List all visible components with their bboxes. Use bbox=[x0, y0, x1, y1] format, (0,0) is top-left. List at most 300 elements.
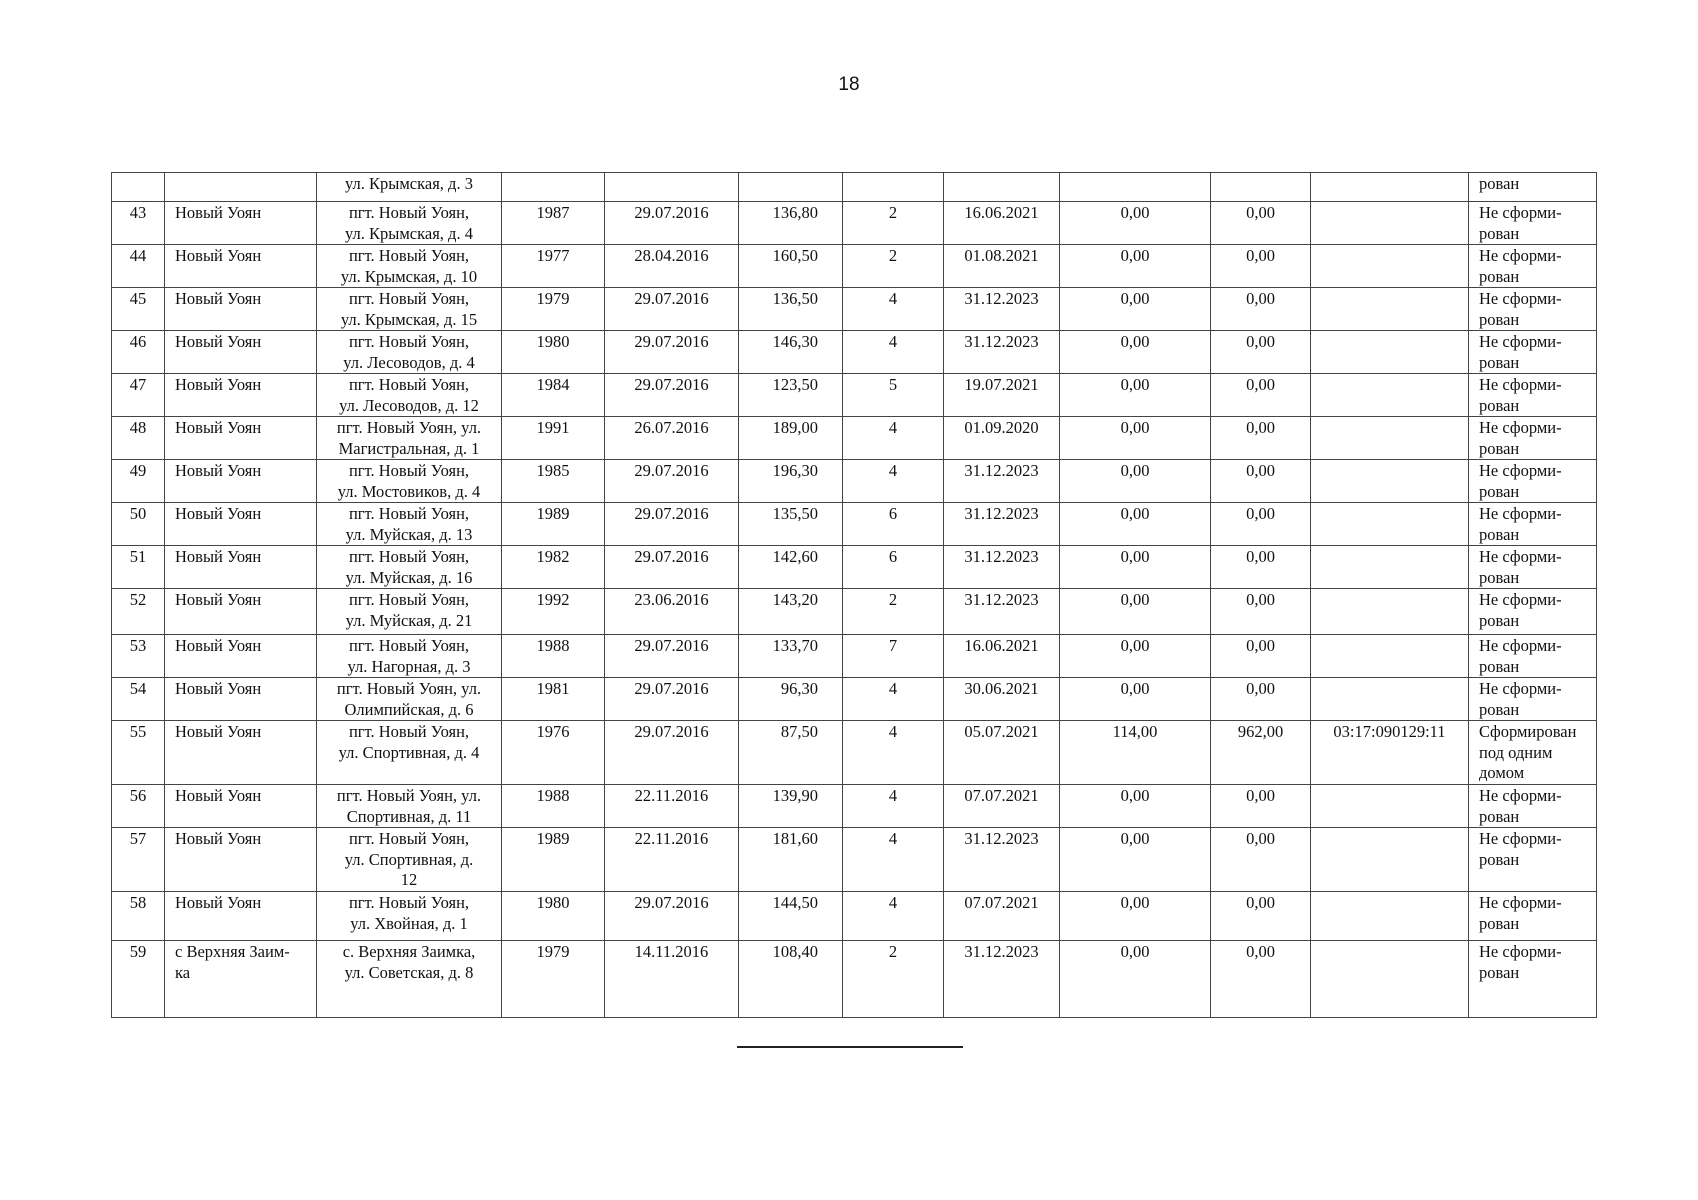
date-cell bbox=[605, 173, 739, 202]
status-cell bbox=[1469, 721, 1597, 785]
cell-line: 22.11.2016 bbox=[634, 829, 709, 848]
status-cell bbox=[1469, 635, 1597, 678]
table-row bbox=[112, 589, 1597, 635]
status-cell bbox=[1469, 288, 1597, 331]
row-number-cell bbox=[112, 417, 165, 460]
row-number-cell bbox=[112, 941, 165, 1018]
cell-line: Новый Уоян bbox=[175, 722, 262, 741]
count-cell bbox=[843, 503, 944, 546]
cell-line: 07.07.2021 bbox=[964, 893, 1039, 912]
cell-line: 07.07.2021 bbox=[964, 786, 1039, 805]
cell-line: ул. Хвойная, д. 1 bbox=[350, 913, 468, 933]
cell-line: 1979 bbox=[536, 942, 570, 961]
cadastral-cell bbox=[1311, 374, 1469, 417]
year-cell bbox=[502, 417, 605, 460]
locality-cell bbox=[165, 828, 317, 892]
cell-line: ул. Муйская, д. 21 bbox=[345, 610, 473, 630]
year-cell bbox=[502, 721, 605, 785]
cell-line: Новый Уоян bbox=[175, 332, 262, 351]
cell-line: Не сформи- bbox=[1479, 942, 1562, 961]
cell-line: Не сформи- bbox=[1479, 893, 1562, 912]
cell-line: Не сформи- bbox=[1479, 679, 1562, 698]
cell-line: 135,50 bbox=[772, 504, 818, 523]
cell-line: Не сформи- bbox=[1479, 375, 1562, 394]
cell-line: ул. Спортивная, д. 4 bbox=[338, 742, 480, 762]
date-cell bbox=[605, 374, 739, 417]
cadastral-cell bbox=[1311, 892, 1469, 941]
cell-line: 1987 bbox=[536, 203, 570, 222]
cell-line: ул. Лесоводов, д. 4 bbox=[343, 352, 475, 372]
cell-line: 48 bbox=[129, 418, 147, 437]
cell-line: 0,00 bbox=[1120, 636, 1150, 655]
cell-line: 4 bbox=[888, 786, 898, 805]
cell-line: 01.08.2021 bbox=[964, 246, 1039, 265]
cadastral-cell bbox=[1311, 245, 1469, 288]
cell-line: ул. Лесоводов, д. 12 bbox=[339, 395, 479, 415]
cell-line: 1980 bbox=[536, 332, 570, 351]
count-cell bbox=[843, 828, 944, 892]
deadline-cell bbox=[944, 288, 1060, 331]
address-cell bbox=[317, 460, 502, 503]
cell-line: Не сформи- bbox=[1479, 590, 1562, 609]
value-b-cell bbox=[1211, 503, 1311, 546]
cell-line: 1988 bbox=[536, 636, 570, 655]
cell-line: Не сформи- bbox=[1479, 547, 1562, 566]
value-b-cell bbox=[1211, 331, 1311, 374]
cell-line: 29.07.2016 bbox=[634, 461, 709, 480]
cell-line: Спортивная, д. 11 bbox=[346, 806, 472, 826]
cell-line: 2 bbox=[888, 203, 898, 222]
cadastral-cell bbox=[1311, 785, 1469, 828]
status-cell bbox=[1469, 503, 1597, 546]
locality-cell bbox=[165, 941, 317, 1018]
cell-line: 0,00 bbox=[1120, 332, 1150, 351]
cell-line: 2 bbox=[888, 246, 898, 265]
value-b-cell bbox=[1211, 417, 1311, 460]
cell-line: 142,60 bbox=[772, 547, 818, 566]
cell-line: 0,00 bbox=[1246, 375, 1275, 394]
area-cell bbox=[739, 828, 843, 892]
cell-line: 136,50 bbox=[772, 289, 818, 308]
cell-line: Не сформи- bbox=[1479, 786, 1562, 805]
status-cell bbox=[1469, 546, 1597, 589]
status-cell bbox=[1469, 892, 1597, 941]
status-cell bbox=[1469, 460, 1597, 503]
cell-line: 51 bbox=[129, 547, 147, 566]
year-cell bbox=[502, 785, 605, 828]
cell-line: Новый Уоян bbox=[175, 504, 262, 523]
cell-line: ул. Муйская, д. 16 bbox=[345, 567, 473, 587]
cell-line: 1985 bbox=[536, 461, 570, 480]
cell-line: пгт. Новый Уоян, bbox=[348, 636, 470, 655]
cell-line: 0,00 bbox=[1246, 893, 1275, 912]
row-number-cell bbox=[112, 828, 165, 892]
deadline-cell bbox=[944, 721, 1060, 785]
cell-line: Не сформи- bbox=[1479, 461, 1562, 480]
cell-line: 4 bbox=[888, 893, 898, 912]
value-a-cell bbox=[1060, 785, 1211, 828]
cell-line: 14.11.2016 bbox=[634, 942, 709, 961]
value-b-cell bbox=[1211, 828, 1311, 892]
row-number-cell bbox=[112, 460, 165, 503]
row-number-cell bbox=[112, 245, 165, 288]
count-cell bbox=[843, 460, 944, 503]
cell-line: 58 bbox=[129, 893, 147, 912]
deadline-cell bbox=[944, 678, 1060, 721]
value-b-cell bbox=[1211, 202, 1311, 245]
cell-line: Новый Уоян bbox=[175, 547, 262, 566]
address-cell bbox=[317, 828, 502, 892]
value-b-cell bbox=[1211, 635, 1311, 678]
address-cell bbox=[317, 635, 502, 678]
cell-line: пгт. Новый Уоян, bbox=[348, 547, 470, 566]
cell-line: 2 bbox=[888, 942, 898, 961]
cell-line: 1989 bbox=[536, 504, 570, 523]
cell-line: пгт. Новый Уоян, bbox=[348, 332, 470, 351]
cell-line: 4 bbox=[888, 679, 898, 698]
cell-line: под одним bbox=[1479, 742, 1553, 762]
cell-line: 0,00 bbox=[1120, 893, 1150, 912]
count-cell bbox=[843, 288, 944, 331]
cell-line: 0,00 bbox=[1246, 461, 1275, 480]
cell-line: пгт. Новый Уоян, bbox=[348, 375, 470, 394]
cell-line: 4 bbox=[888, 289, 898, 308]
cell-line: Олимпийская, д. 6 bbox=[344, 699, 474, 719]
cell-line: 0,00 bbox=[1246, 547, 1275, 566]
cadastral-cell bbox=[1311, 546, 1469, 589]
cell-line: 30.06.2021 bbox=[964, 679, 1039, 698]
year-cell bbox=[502, 331, 605, 374]
cell-line: 0,00 bbox=[1120, 942, 1150, 961]
cell-line: пгт. Новый Уоян, bbox=[348, 203, 470, 222]
cell-line: 0,00 bbox=[1120, 203, 1150, 222]
value-a-cell bbox=[1060, 635, 1211, 678]
table-row bbox=[112, 288, 1597, 331]
row-number-cell bbox=[112, 892, 165, 941]
year-cell bbox=[502, 589, 605, 635]
year-cell bbox=[502, 828, 605, 892]
cell-line: 1980 bbox=[536, 893, 570, 912]
count-cell bbox=[843, 941, 944, 1018]
cell-line: 0,00 bbox=[1120, 504, 1150, 523]
locality-cell bbox=[165, 245, 317, 288]
value-b-cell bbox=[1211, 374, 1311, 417]
cell-line: 4 bbox=[888, 829, 898, 848]
date-cell bbox=[605, 202, 739, 245]
status-cell bbox=[1469, 202, 1597, 245]
cadastral-cell bbox=[1311, 417, 1469, 460]
deadline-cell bbox=[944, 245, 1060, 288]
cell-line: 0,00 bbox=[1120, 547, 1150, 566]
area-cell bbox=[739, 460, 843, 503]
year-cell bbox=[502, 202, 605, 245]
cell-line: 05.07.2021 bbox=[964, 722, 1039, 741]
address-cell bbox=[317, 245, 502, 288]
cadastral-cell bbox=[1311, 460, 1469, 503]
cell-line: Новый Уоян bbox=[175, 590, 262, 609]
cell-line: 50 bbox=[129, 504, 147, 523]
row-number-cell bbox=[112, 589, 165, 635]
year-cell bbox=[502, 635, 605, 678]
cell-line: рован bbox=[1479, 395, 1520, 415]
cell-line: Не сформи- bbox=[1479, 829, 1562, 848]
value-a-cell bbox=[1060, 173, 1211, 202]
cell-line: Не сформи- bbox=[1479, 203, 1562, 222]
cell-line: 133,70 bbox=[772, 636, 818, 655]
cell-line: 29.07.2016 bbox=[634, 289, 709, 308]
locality-cell bbox=[165, 202, 317, 245]
cell-line: ул. Муйская, д. 13 bbox=[345, 524, 473, 544]
locality-cell bbox=[165, 546, 317, 589]
locality-cell bbox=[165, 288, 317, 331]
count-cell bbox=[843, 785, 944, 828]
cell-line: Новый Уоян bbox=[175, 893, 262, 912]
year-cell bbox=[502, 941, 605, 1018]
cell-line: 29.07.2016 bbox=[634, 722, 709, 741]
locality-cell bbox=[165, 892, 317, 941]
count-cell bbox=[843, 374, 944, 417]
deadline-cell bbox=[944, 374, 1060, 417]
cell-line: рован bbox=[1479, 610, 1520, 630]
deadline-cell bbox=[944, 202, 1060, 245]
count-cell bbox=[843, 635, 944, 678]
area-cell bbox=[739, 678, 843, 721]
status-cell bbox=[1469, 589, 1597, 635]
status-cell bbox=[1469, 374, 1597, 417]
status-cell bbox=[1469, 331, 1597, 374]
value-b-cell bbox=[1211, 892, 1311, 941]
status-cell bbox=[1469, 173, 1597, 202]
housing-table bbox=[111, 172, 1597, 1018]
cell-line: пгт. Новый Уоян, bbox=[348, 722, 470, 741]
cell-line: 31.12.2023 bbox=[964, 504, 1039, 523]
value-b-cell bbox=[1211, 721, 1311, 785]
year-cell bbox=[502, 460, 605, 503]
cell-line: Не сформи- bbox=[1479, 246, 1562, 265]
deadline-cell bbox=[944, 892, 1060, 941]
cell-line: 962,00 bbox=[1237, 722, 1284, 741]
cell-line: 0,00 bbox=[1120, 590, 1150, 609]
address-cell bbox=[317, 892, 502, 941]
value-a-cell bbox=[1060, 374, 1211, 417]
cell-line: 29.07.2016 bbox=[634, 332, 709, 351]
cell-line: Новый Уоян bbox=[175, 203, 262, 222]
row-number-cell bbox=[112, 331, 165, 374]
cell-line: 0,00 bbox=[1246, 829, 1275, 848]
cell-line: 01.09.2020 bbox=[964, 418, 1039, 437]
cell-line: Сформирован bbox=[1479, 722, 1577, 741]
cell-line: 1977 bbox=[536, 246, 570, 265]
cell-line: 29.07.2016 bbox=[634, 893, 709, 912]
date-cell bbox=[605, 417, 739, 460]
cell-line: рован bbox=[1479, 524, 1520, 544]
area-cell bbox=[739, 288, 843, 331]
cell-line: 1991 bbox=[536, 418, 570, 437]
status-cell bbox=[1469, 828, 1597, 892]
locality-cell bbox=[165, 173, 317, 202]
cell-line: 0,00 bbox=[1246, 289, 1275, 308]
area-cell bbox=[739, 546, 843, 589]
table-row bbox=[112, 828, 1597, 892]
status-cell bbox=[1469, 417, 1597, 460]
cell-line: 1992 bbox=[536, 590, 570, 609]
locality-cell bbox=[165, 678, 317, 721]
cadastral-cell bbox=[1311, 678, 1469, 721]
cell-line: 0,00 bbox=[1246, 246, 1275, 265]
cell-line: 31.12.2023 bbox=[964, 942, 1039, 961]
row-number-cell bbox=[112, 202, 165, 245]
cell-line: 0,00 bbox=[1120, 289, 1150, 308]
cell-line: рован bbox=[1479, 174, 1520, 193]
address-cell bbox=[317, 941, 502, 1018]
cadastral-cell bbox=[1311, 589, 1469, 635]
table-row bbox=[112, 245, 1597, 288]
cell-line: 29.07.2016 bbox=[634, 636, 709, 655]
area-cell bbox=[739, 721, 843, 785]
locality-cell bbox=[165, 503, 317, 546]
status-cell bbox=[1469, 678, 1597, 721]
cell-line: 143,20 bbox=[772, 590, 818, 609]
cell-line: 196,30 bbox=[772, 461, 818, 480]
cell-line: 0,00 bbox=[1246, 332, 1275, 351]
cell-line: рован bbox=[1479, 699, 1520, 719]
cell-line: пгт. Новый Уоян, ул. bbox=[336, 786, 482, 805]
cell-line: 16.06.2021 bbox=[964, 203, 1039, 222]
cell-line: Магистральная, д. 1 bbox=[338, 438, 480, 458]
value-b-cell bbox=[1211, 288, 1311, 331]
cell-line: рован bbox=[1479, 849, 1520, 869]
cell-line: 44 bbox=[129, 246, 147, 265]
cell-line: 189,00 bbox=[772, 418, 818, 437]
date-cell bbox=[605, 589, 739, 635]
locality-cell bbox=[165, 460, 317, 503]
table-row bbox=[112, 892, 1597, 941]
count-cell bbox=[843, 589, 944, 635]
cell-line: 29.07.2016 bbox=[634, 375, 709, 394]
cell-line: 181,60 bbox=[772, 829, 818, 848]
cell-line: 7 bbox=[888, 636, 898, 655]
cell-line: ул. Советская, д. 8 bbox=[344, 962, 474, 982]
cadastral-cell bbox=[1311, 721, 1469, 785]
date-cell bbox=[605, 546, 739, 589]
value-a-cell bbox=[1060, 589, 1211, 635]
year-cell bbox=[502, 678, 605, 721]
cell-line: 31.12.2023 bbox=[964, 547, 1039, 566]
address-cell bbox=[317, 503, 502, 546]
cell-line: 46 bbox=[129, 332, 147, 351]
value-a-cell bbox=[1060, 202, 1211, 245]
table-row bbox=[112, 635, 1597, 678]
cell-line: 4 bbox=[888, 332, 898, 351]
date-cell bbox=[605, 828, 739, 892]
table-row bbox=[112, 374, 1597, 417]
cell-line: ул. Нагорная, д. 3 bbox=[347, 656, 471, 676]
deadline-cell bbox=[944, 331, 1060, 374]
count-cell bbox=[843, 546, 944, 589]
locality-cell bbox=[165, 374, 317, 417]
address-cell bbox=[317, 785, 502, 828]
cell-line: Новый Уоян bbox=[175, 375, 262, 394]
area-cell bbox=[739, 374, 843, 417]
count-cell bbox=[843, 892, 944, 941]
row-number-cell bbox=[112, 785, 165, 828]
value-a-cell bbox=[1060, 828, 1211, 892]
cell-line: 2 bbox=[888, 590, 898, 609]
cell-line: пгт. Новый Уоян, ул. bbox=[336, 418, 482, 437]
locality-cell bbox=[165, 589, 317, 635]
cell-line: 29.07.2016 bbox=[634, 679, 709, 698]
area-cell bbox=[739, 892, 843, 941]
year-cell bbox=[502, 173, 605, 202]
area-cell bbox=[739, 941, 843, 1018]
cell-line: 0,00 bbox=[1246, 942, 1275, 961]
cell-line: 1984 bbox=[536, 375, 570, 394]
cell-line: Новый Уоян bbox=[175, 679, 262, 698]
deadline-cell bbox=[944, 173, 1060, 202]
cadastral-cell bbox=[1311, 173, 1469, 202]
address-cell bbox=[317, 546, 502, 589]
value-b-cell bbox=[1211, 678, 1311, 721]
cell-line: 136,80 bbox=[772, 203, 818, 222]
cell-line: 29.07.2016 bbox=[634, 504, 709, 523]
value-a-cell bbox=[1060, 941, 1211, 1018]
cadastral-cell bbox=[1311, 202, 1469, 245]
cell-line: Новый Уоян bbox=[175, 246, 262, 265]
deadline-cell bbox=[944, 503, 1060, 546]
area-cell bbox=[739, 202, 843, 245]
cadastral-cell bbox=[1311, 331, 1469, 374]
address-cell bbox=[317, 202, 502, 245]
cell-line: 56 bbox=[129, 786, 147, 805]
date-cell bbox=[605, 721, 739, 785]
deadline-cell bbox=[944, 589, 1060, 635]
page-number: 18 bbox=[838, 74, 860, 95]
cell-line: рован bbox=[1479, 481, 1520, 501]
table-row bbox=[112, 941, 1597, 1018]
value-a-cell bbox=[1060, 245, 1211, 288]
area-cell bbox=[739, 173, 843, 202]
count-cell bbox=[843, 721, 944, 785]
cell-line: ул. Спортивная, д. bbox=[344, 849, 474, 869]
year-cell bbox=[502, 503, 605, 546]
value-a-cell bbox=[1060, 892, 1211, 941]
cell-line: 4 bbox=[888, 418, 898, 437]
row-number-cell bbox=[112, 288, 165, 331]
cell-line: 31.12.2023 bbox=[964, 289, 1039, 308]
cell-line: 0,00 bbox=[1246, 636, 1275, 655]
cadastral-cell bbox=[1311, 635, 1469, 678]
cell-line: 114,00 bbox=[1112, 722, 1158, 741]
table-row bbox=[112, 331, 1597, 374]
cell-line: с. Верхняя Заимка, bbox=[342, 942, 476, 961]
cell-line: 0,00 bbox=[1246, 786, 1275, 805]
cell-line: Новый Уоян bbox=[175, 786, 262, 805]
cell-line: ул. Мостовиков, д. 4 bbox=[337, 481, 481, 501]
cell-line: 0,00 bbox=[1120, 246, 1150, 265]
value-a-cell bbox=[1060, 678, 1211, 721]
cell-line: рован bbox=[1479, 266, 1520, 286]
row-number-cell bbox=[112, 721, 165, 785]
cell-line: 0,00 bbox=[1120, 375, 1150, 394]
row-number-cell bbox=[112, 374, 165, 417]
cell-line: Новый Уоян bbox=[175, 289, 262, 308]
table-row bbox=[112, 678, 1597, 721]
address-cell bbox=[317, 288, 502, 331]
cell-line: 47 bbox=[129, 375, 147, 394]
value-a-cell bbox=[1060, 331, 1211, 374]
address-cell bbox=[317, 721, 502, 785]
cell-line: 160,50 bbox=[772, 246, 818, 265]
